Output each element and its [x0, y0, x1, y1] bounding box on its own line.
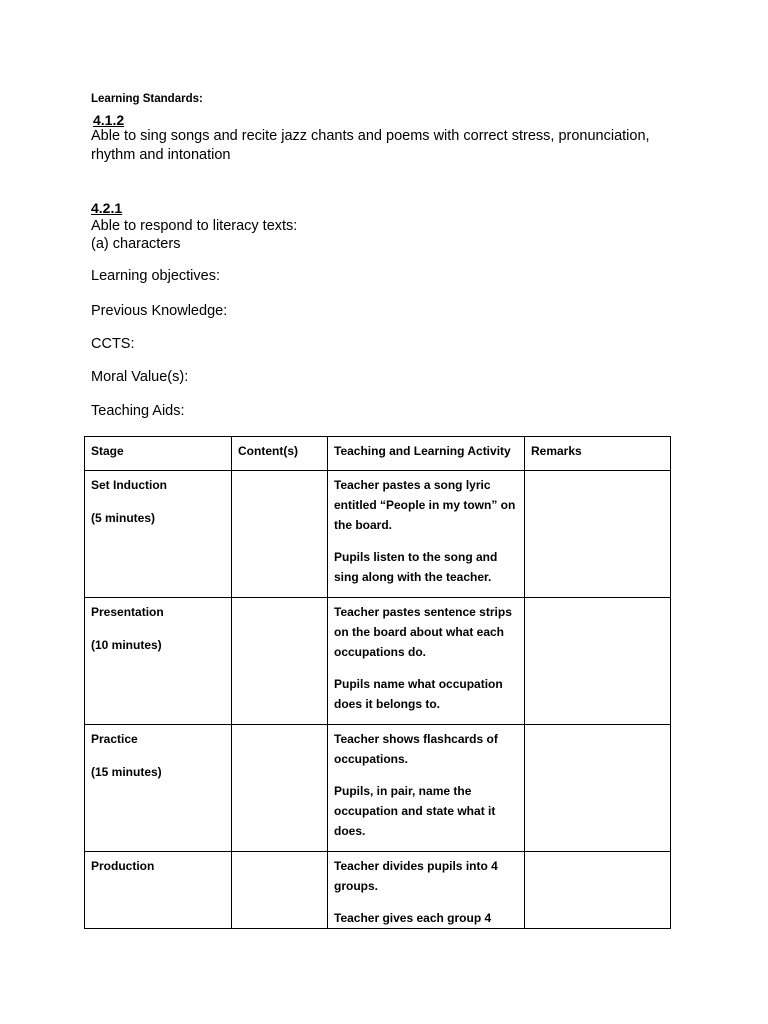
- lesson-activity-table: [84, 436, 671, 929]
- stage-cell: [85, 725, 232, 852]
- stage-name: Practice: [91, 732, 138, 746]
- activity-cell: [328, 471, 525, 598]
- activity-text: Teacher shows flashcards of occupations.: [334, 732, 498, 766]
- table-row: [85, 852, 671, 929]
- remarks-cell: [525, 725, 671, 852]
- table-row: [85, 725, 671, 852]
- table-row: [85, 471, 671, 598]
- stage-name: Set Induction: [91, 478, 167, 492]
- standard-1-line-2: rhythm and intonation: [91, 147, 231, 163]
- content-cell: [232, 598, 328, 725]
- header-remarks: Remarks: [525, 437, 671, 471]
- activity-text: Pupils name what occupation does it belongs to.: [334, 677, 503, 711]
- standard-2-line-1: Able to respond to literacy texts:: [91, 218, 298, 234]
- standard-2-line-2: (a) characters: [91, 236, 181, 252]
- content-cell: [232, 471, 328, 598]
- moral-values-field: Moral Value(s):: [91, 369, 189, 385]
- remarks-cell: [525, 852, 671, 929]
- stage-name: Presentation: [91, 605, 164, 619]
- activity-text: Teacher pastes sentence strips on the board about what each occupations do.: [334, 605, 512, 659]
- learning-standards-label: Learning Standards:: [91, 93, 203, 105]
- activity-text: Pupils, in pair, name the occupation and state what it does.: [334, 784, 496, 838]
- previous-knowledge-field: Previous Knowledge:: [91, 303, 228, 319]
- activity-cell: [328, 852, 525, 929]
- standard-code-2: 4.2.1: [91, 200, 123, 216]
- activity-cell: [328, 725, 525, 852]
- activity-text: Teacher gives each group 4: [334, 911, 492, 925]
- activity-text: Teacher pastes a song lyric entitled “People in my town” on the board.: [334, 478, 516, 532]
- stage-duration: (15 minutes): [91, 765, 162, 779]
- teaching-aids-field: Teaching Aids:: [91, 403, 185, 419]
- stage-name: Production: [91, 859, 155, 873]
- activity-cell: [328, 598, 525, 725]
- stage-duration: (10 minutes): [91, 638, 162, 652]
- stage-cell: [85, 598, 232, 725]
- stage-cell: [85, 471, 232, 598]
- learning-objectives-field: Learning objectives:: [91, 268, 220, 284]
- stage-duration: (5 minutes): [91, 511, 156, 525]
- stage-cell: [85, 852, 232, 929]
- standard-1-line-1: Able to sing songs and recite jazz chants and poems with correct stress, pronunciation,: [91, 128, 650, 144]
- ccts-field: CCTS:: [91, 336, 135, 352]
- table-header-row: [85, 437, 671, 471]
- header-contents: Content(s): [232, 437, 328, 471]
- content-cell: [232, 852, 328, 929]
- table-row: [85, 598, 671, 725]
- remarks-cell: [525, 471, 671, 598]
- activity-text: Teacher divides pupils into 4 groups.: [334, 859, 498, 893]
- activity-text: Pupils listen to the song and sing along with the teacher.: [334, 550, 498, 584]
- standard-code-1: 4.1.2: [93, 112, 125, 128]
- content-cell: [232, 725, 328, 852]
- remarks-cell: [525, 598, 671, 725]
- header-activity: Teaching and Learning Activity: [328, 437, 525, 471]
- header-stage: Stage: [85, 437, 232, 471]
